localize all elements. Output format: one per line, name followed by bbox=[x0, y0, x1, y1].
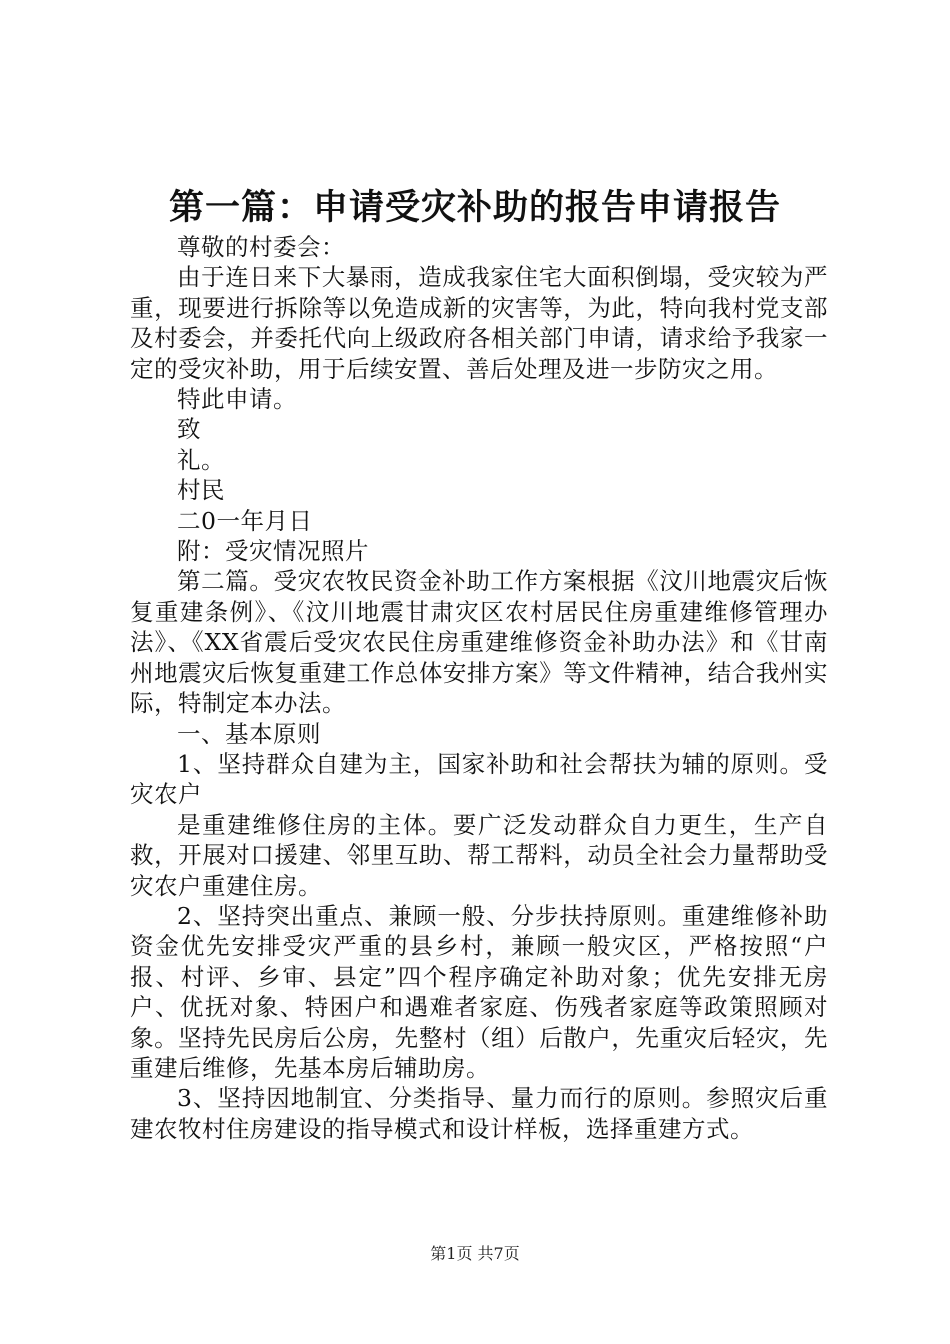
paragraph-zhi: 致 bbox=[177, 415, 201, 444]
principle-1: 1、坚持群众自建为主，国家补助和社会帮扶为辅的原则。受灾农户 bbox=[130, 749, 828, 809]
paragraph-application-reason: 由于连日来下大暴雨，造成我家住宅大面积倒塌，受灾较为严重，现要进行拆除等以免造成新的灾害等，为此，特向我村党支部及村委会，并委托代向上级政府各相关部门申请，请求给予我家一定的受灾补助，用于后续安置、善后处理及进一步防灾之用。 bbox=[130, 263, 828, 383]
paragraph-second-article: 第二篇。受灾农牧民资金补助工作方案根据《汶川地震灾后恢复重建条例》、《汶川地震甘肃灾区农村居民住房重建维修管理办法》、《XX省震后受灾农民住房重建维修资金补助办法》和《甘南州地震灾后恢复重建工作总体安排方案》等文件精神，结合我州实际，特制定本办法。 bbox=[130, 567, 828, 718]
principle-2: 2、坚持突出重点、兼顾一般、分步扶持原则。重建维修补助资金优先安排受灾严重的县乡村，兼顾一般灾区，严格按照“户报、村评、乡审、县定”四个程序确定补助对象；优先安排无房户、优抚对象、特困户和遇难者家庭、伤残者家庭等政策照顾对象。坚持先民房后公房，先整村（组）后散户，先重灾后轻灾，先重建后维修，先基本房后辅助房。 bbox=[130, 901, 828, 1082]
salutation: 尊敬的村委会： bbox=[177, 233, 345, 261]
attachment-note: 附：受灾情况照片 bbox=[177, 537, 369, 566]
paragraph-closing: 特此申请。 bbox=[177, 385, 297, 414]
paragraph-li: 礼。 bbox=[177, 445, 225, 474]
signature-date: 二0一年月日 bbox=[177, 506, 313, 535]
page-footer: 第1页 共7页 bbox=[430, 1244, 520, 1263]
document-body bbox=[130, 232, 828, 1144]
principle-1-detail: 是重建维修住房的主体。要广泛发动群众自力更生，生产自救，开展对口援建、邻里互助、帮工帮料，动员全社会力量帮助受灾农户重建住房。 bbox=[130, 810, 828, 900]
section-heading-basic-principles: 一、基本原则 bbox=[177, 719, 321, 748]
principle-3: 3、坚持因地制宜、分类指导、量力而行的原则。参照灾后重建农牧村住房建设的指导模式和设计样板，选择重建方式。 bbox=[130, 1084, 828, 1143]
document-title: 第一篇：申请受灾补助的报告申请报告 bbox=[168, 187, 781, 228]
signature-villager: 村民 bbox=[177, 476, 225, 505]
